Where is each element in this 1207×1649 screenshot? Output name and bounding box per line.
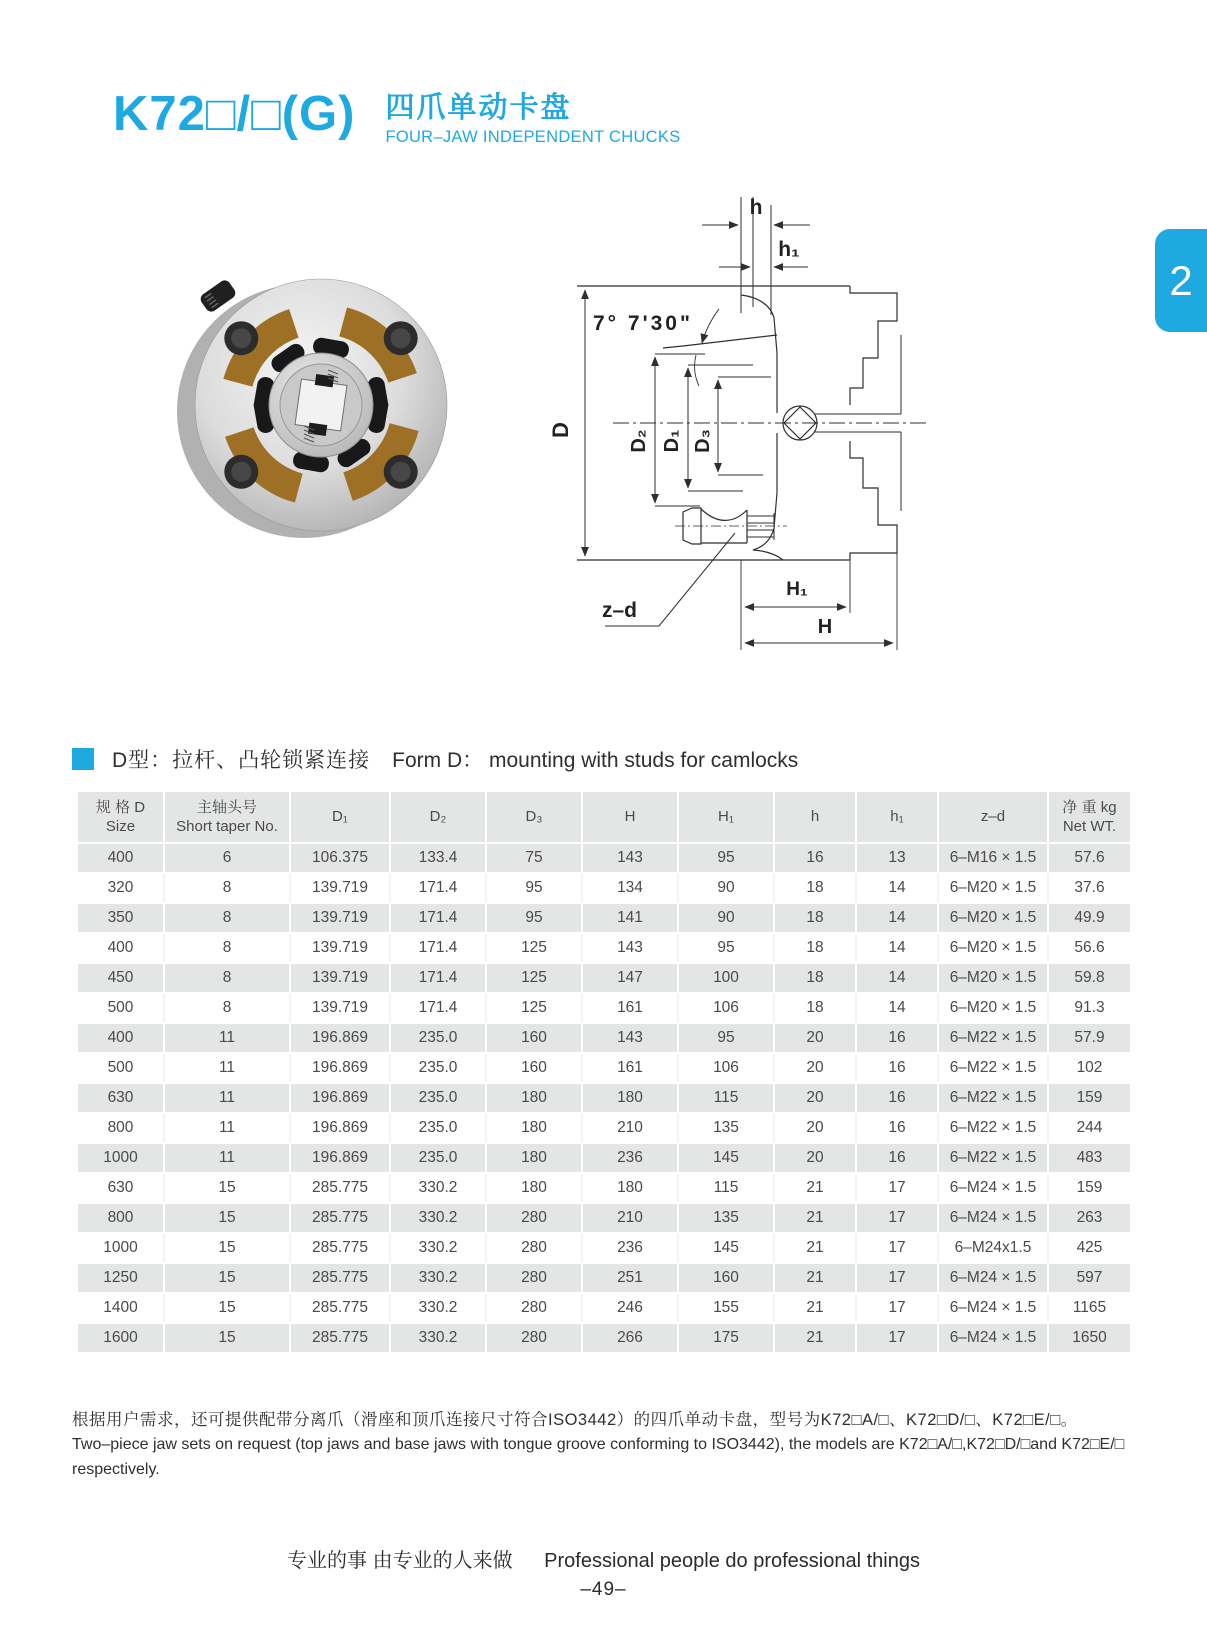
table-cell: 18 bbox=[774, 903, 856, 933]
table-cell: 20 bbox=[774, 1083, 856, 1113]
table-row bbox=[78, 843, 1130, 873]
column-header-line1: H₁ bbox=[718, 808, 734, 826]
column-header-line2: Net WT. bbox=[1062, 818, 1117, 835]
table-cell: 125 bbox=[486, 963, 582, 993]
table-cell: 14 bbox=[856, 993, 938, 1023]
table-cell: 11 bbox=[164, 1143, 290, 1173]
table-cell: 330.2 bbox=[390, 1233, 486, 1263]
table-cell: 21 bbox=[774, 1323, 856, 1353]
table-cell: 20 bbox=[774, 1143, 856, 1173]
table-cell: 133.4 bbox=[390, 843, 486, 873]
table-row bbox=[78, 1173, 1130, 1203]
table-cell: 147 bbox=[582, 963, 678, 993]
table-cell: 8 bbox=[164, 903, 290, 933]
table-row bbox=[78, 963, 1130, 993]
table-cell: 106.375 bbox=[290, 843, 390, 873]
page-number: –49– bbox=[580, 1579, 627, 1600]
table-cell: 18 bbox=[774, 873, 856, 903]
table-cell: 180 bbox=[582, 1173, 678, 1203]
column-header bbox=[290, 792, 390, 843]
table-cell: 16 bbox=[856, 1023, 938, 1053]
table-cell: 180 bbox=[486, 1113, 582, 1143]
dim-label-D2: D₂ bbox=[628, 429, 650, 453]
table-cell: 139.719 bbox=[290, 993, 390, 1023]
table-cell: 597 bbox=[1048, 1263, 1130, 1293]
table-cell: 134 bbox=[582, 873, 678, 903]
table-cell: 21 bbox=[774, 1293, 856, 1323]
dim-label-H: H bbox=[817, 616, 833, 638]
table-cell: 330.2 bbox=[390, 1263, 486, 1293]
table-cell: 100 bbox=[678, 963, 774, 993]
table-cell: 17 bbox=[856, 1263, 938, 1293]
table-cell: 14 bbox=[856, 873, 938, 903]
table-cell: 6–M16 × 1.5 bbox=[938, 843, 1048, 873]
table-cell: 280 bbox=[486, 1203, 582, 1233]
table-cell: 330.2 bbox=[390, 1323, 486, 1353]
table-cell: 1600 bbox=[78, 1323, 164, 1353]
table-cell: 56.6 bbox=[1048, 933, 1130, 963]
table-cell: 21 bbox=[774, 1173, 856, 1203]
table-cell: 180 bbox=[486, 1143, 582, 1173]
table-cell: 800 bbox=[78, 1203, 164, 1233]
table-cell: 235.0 bbox=[390, 1023, 486, 1053]
table-cell: 6–M20 × 1.5 bbox=[938, 963, 1048, 993]
table-cell: 16 bbox=[856, 1053, 938, 1083]
table-cell: 17 bbox=[856, 1173, 938, 1203]
table-cell: 141 bbox=[582, 903, 678, 933]
table-cell: 14 bbox=[856, 933, 938, 963]
table-cell: 125 bbox=[486, 993, 582, 1023]
table-cell: 15 bbox=[164, 1263, 290, 1293]
table-cell: 6–M24x1.5 bbox=[938, 1233, 1048, 1263]
table-cell: 15 bbox=[164, 1293, 290, 1323]
column-header-line1: D₂ bbox=[429, 808, 447, 826]
table-cell: 13 bbox=[856, 843, 938, 873]
table-cell: 630 bbox=[78, 1083, 164, 1113]
table-cell: 1165 bbox=[1048, 1293, 1130, 1323]
table-cell: 18 bbox=[774, 963, 856, 993]
table-cell: 236 bbox=[582, 1233, 678, 1263]
table-cell: 8 bbox=[164, 963, 290, 993]
dim-label-h1: h₁ bbox=[778, 238, 800, 261]
bottom-jaw-profile bbox=[850, 441, 897, 560]
table-cell: 102 bbox=[1048, 1053, 1130, 1083]
table-row bbox=[78, 1113, 1130, 1143]
table-cell: 6–M24 × 1.5 bbox=[938, 1293, 1048, 1323]
table-cell: 90 bbox=[678, 903, 774, 933]
form-d-heading-en: Form D： mounting with studs for camlocks bbox=[392, 749, 799, 772]
table-cell: 251 bbox=[582, 1263, 678, 1293]
table-cell: 1000 bbox=[78, 1233, 164, 1263]
table-cell: 143 bbox=[582, 1023, 678, 1053]
column-header-line1: D₃ bbox=[525, 808, 543, 826]
table-cell: 95 bbox=[678, 933, 774, 963]
table-cell: 320 bbox=[78, 873, 164, 903]
table-cell: 210 bbox=[582, 1203, 678, 1233]
table-cell: 180 bbox=[582, 1083, 678, 1113]
table-cell: 159 bbox=[1048, 1173, 1130, 1203]
form-d-heading bbox=[72, 744, 798, 774]
table-cell: 15 bbox=[164, 1173, 290, 1203]
table-cell: 161 bbox=[582, 993, 678, 1023]
table-cell: 139.719 bbox=[290, 933, 390, 963]
column-header bbox=[678, 792, 774, 843]
table-cell: 16 bbox=[774, 843, 856, 873]
table-cell: 8 bbox=[164, 873, 290, 903]
table-cell: 95 bbox=[486, 873, 582, 903]
table-cell: 17 bbox=[856, 1323, 938, 1353]
table-cell: 196.869 bbox=[290, 1053, 390, 1083]
table-cell: 171.4 bbox=[390, 933, 486, 963]
footer-slogan bbox=[0, 1544, 1207, 1573]
table-cell: 330.2 bbox=[390, 1203, 486, 1233]
note-zh: 根据用户需求，还可提供配带分离爪（滑座和顶爪连接尺寸符合ISO3442）的四爪单动卡盘，型号为K72□A/□、K72□D/□、K72□E/□。 bbox=[72, 1411, 1078, 1429]
table-row bbox=[78, 1263, 1130, 1293]
table-cell: 6–M22 × 1.5 bbox=[938, 1113, 1048, 1143]
table-cell: 235.0 bbox=[390, 1113, 486, 1143]
table-cell: 135 bbox=[678, 1113, 774, 1143]
table-row bbox=[78, 1083, 1130, 1113]
table-row bbox=[78, 1323, 1130, 1353]
table-cell: 6–M22 × 1.5 bbox=[938, 1053, 1048, 1083]
table-cell: 125 bbox=[486, 933, 582, 963]
table-cell: 11 bbox=[164, 1083, 290, 1113]
table-cell: 139.719 bbox=[290, 963, 390, 993]
table-cell: 57.6 bbox=[1048, 843, 1130, 873]
column-header-line2: Short taper No. bbox=[176, 818, 278, 835]
table-row bbox=[78, 1023, 1130, 1053]
note-en: Two–piece jaw sets on request (top jaws and base jaws with tongue groove conforming to ISO3442), the models are K72□A/□,K72□D/□and K72□E/□ respectively. bbox=[72, 1435, 1125, 1478]
table-cell: 171.4 bbox=[390, 963, 486, 993]
table-cell: 139.719 bbox=[290, 873, 390, 903]
product-title-zh: 四爪单动卡盘 bbox=[385, 92, 572, 124]
table-cell: 400 bbox=[78, 933, 164, 963]
table-cell: 6–M22 × 1.5 bbox=[938, 1083, 1048, 1113]
table-row bbox=[78, 993, 1130, 1023]
table-cell: 235.0 bbox=[390, 1083, 486, 1113]
table-cell: 280 bbox=[486, 1323, 582, 1353]
section-bullet-square bbox=[72, 748, 94, 770]
table-cell: 285.775 bbox=[290, 1293, 390, 1323]
table-cell: 57.9 bbox=[1048, 1023, 1130, 1053]
column-header-line1: h bbox=[810, 808, 820, 826]
table-row bbox=[78, 1053, 1130, 1083]
table-cell: 15 bbox=[164, 1233, 290, 1263]
table-cell: 285.775 bbox=[290, 1323, 390, 1353]
cross-section-drawing bbox=[505, 183, 935, 668]
table-cell: 161 bbox=[582, 1053, 678, 1083]
dim-label-H1: H₁ bbox=[786, 579, 808, 600]
table-cell: 500 bbox=[78, 1053, 164, 1083]
column-header-line1: h₁ bbox=[890, 808, 904, 826]
table-cell: 14 bbox=[856, 903, 938, 933]
table-cell: 6–M24 × 1.5 bbox=[938, 1263, 1048, 1293]
chapter-tab: 2 bbox=[1155, 229, 1207, 332]
table-cell: 139.719 bbox=[290, 903, 390, 933]
table-cell: 143 bbox=[582, 843, 678, 873]
model-code: K72□/□(G) bbox=[113, 87, 356, 141]
table-cell: 135 bbox=[678, 1203, 774, 1233]
table-cell: 16 bbox=[856, 1083, 938, 1113]
table-cell: 210 bbox=[582, 1113, 678, 1143]
table-cell: 1650 bbox=[1048, 1323, 1130, 1353]
table-cell: 21 bbox=[774, 1263, 856, 1293]
column-header bbox=[582, 792, 678, 843]
table-cell: 21 bbox=[774, 1203, 856, 1233]
table-cell: 6–M20 × 1.5 bbox=[938, 933, 1048, 963]
column-header-line1: 规 格 D bbox=[95, 798, 146, 816]
table-cell: 90 bbox=[678, 873, 774, 903]
table-cell: 263 bbox=[1048, 1203, 1130, 1233]
table-cell: 1000 bbox=[78, 1143, 164, 1173]
column-header bbox=[78, 792, 164, 843]
table-cell: 15 bbox=[164, 1203, 290, 1233]
table-cell: 20 bbox=[774, 1053, 856, 1083]
table-cell: 285.775 bbox=[290, 1173, 390, 1203]
table-cell: 160 bbox=[678, 1263, 774, 1293]
table-cell: 800 bbox=[78, 1113, 164, 1143]
table-cell: 8 bbox=[164, 933, 290, 963]
table-cell: 285.775 bbox=[290, 1233, 390, 1263]
table-cell: 236 bbox=[582, 1143, 678, 1173]
table-cell: 16 bbox=[856, 1143, 938, 1173]
table-cell: 37.6 bbox=[1048, 873, 1130, 903]
table-cell: 330.2 bbox=[390, 1293, 486, 1323]
table-cell: 115 bbox=[678, 1083, 774, 1113]
table-cell: 196.869 bbox=[290, 1083, 390, 1113]
column-header bbox=[390, 792, 486, 843]
spec-table bbox=[78, 792, 1130, 1354]
table-header-row bbox=[78, 792, 1130, 843]
table-cell: 285.775 bbox=[290, 1203, 390, 1233]
table-row bbox=[78, 1233, 1130, 1263]
column-header bbox=[164, 792, 290, 843]
column-header bbox=[774, 792, 856, 843]
top-jaw-profile bbox=[850, 286, 897, 405]
table-cell: 49.9 bbox=[1048, 903, 1130, 933]
table-cell: 425 bbox=[1048, 1233, 1130, 1263]
dim-label-zd: z–d bbox=[602, 599, 638, 622]
footer bbox=[0, 1544, 1207, 1601]
table-cell: 483 bbox=[1048, 1143, 1130, 1173]
table-cell: 20 bbox=[774, 1023, 856, 1053]
table-cell: 6–M20 × 1.5 bbox=[938, 993, 1048, 1023]
table-row bbox=[78, 873, 1130, 903]
table-cell: 6–M24 × 1.5 bbox=[938, 1323, 1048, 1353]
table-row bbox=[78, 1203, 1130, 1233]
column-header-line1: 净 重 kg bbox=[1062, 798, 1117, 816]
table-cell: 95 bbox=[678, 1023, 774, 1053]
table-cell: 171.4 bbox=[390, 903, 486, 933]
column-header bbox=[938, 792, 1048, 843]
table-cell: 450 bbox=[78, 963, 164, 993]
table-cell: 180 bbox=[486, 1173, 582, 1203]
table-cell: 175 bbox=[678, 1323, 774, 1353]
table-cell: 17 bbox=[856, 1293, 938, 1323]
table-cell: 95 bbox=[486, 903, 582, 933]
table-cell: 11 bbox=[164, 1023, 290, 1053]
dim-label-D1: D₁ bbox=[661, 429, 683, 453]
table-cell: 18 bbox=[774, 993, 856, 1023]
table-cell: 106 bbox=[678, 1053, 774, 1083]
table-cell: 280 bbox=[486, 1233, 582, 1263]
table-cell: 285.775 bbox=[290, 1263, 390, 1293]
table-cell: 6–M22 × 1.5 bbox=[938, 1143, 1048, 1173]
table-cell: 145 bbox=[678, 1233, 774, 1263]
table-cell: 6–M20 × 1.5 bbox=[938, 873, 1048, 903]
table-cell: 196.869 bbox=[290, 1113, 390, 1143]
table-cell: 180 bbox=[486, 1083, 582, 1113]
table-cell: 6–M22 × 1.5 bbox=[938, 1023, 1048, 1053]
table-cell: 171.4 bbox=[390, 993, 486, 1023]
table-cell: 266 bbox=[582, 1323, 678, 1353]
table-cell: 159 bbox=[1048, 1083, 1130, 1113]
table-cell: 95 bbox=[678, 843, 774, 873]
column-header-line1: D₁ bbox=[332, 808, 348, 826]
table-cell: 196.869 bbox=[290, 1143, 390, 1173]
header bbox=[113, 88, 681, 147]
table-cell: 11 bbox=[164, 1113, 290, 1143]
product-title-en: FOUR–JAW INDEPENDENT CHUCKS bbox=[385, 128, 681, 147]
footer-slogan-zh: 专业的事 由专业的人来做 bbox=[287, 1550, 513, 1572]
table-cell: 155 bbox=[678, 1293, 774, 1323]
column-header-line2: Size bbox=[105, 818, 136, 835]
column-header bbox=[1048, 792, 1130, 843]
table-cell: 330.2 bbox=[390, 1173, 486, 1203]
table-cell: 8 bbox=[164, 993, 290, 1023]
dim-label-D3: D₃ bbox=[692, 429, 714, 453]
table-cell: 59.8 bbox=[1048, 963, 1130, 993]
table-cell: 75 bbox=[486, 843, 582, 873]
dim-label-D: D bbox=[548, 422, 573, 438]
table-cell: 196.869 bbox=[290, 1023, 390, 1053]
table-row bbox=[78, 903, 1130, 933]
table-cell: 106 bbox=[678, 993, 774, 1023]
table-cell: 350 bbox=[78, 903, 164, 933]
table-cell: 500 bbox=[78, 993, 164, 1023]
table-cell: 6–M24 × 1.5 bbox=[938, 1203, 1048, 1233]
table-cell: 145 bbox=[678, 1143, 774, 1173]
table-cell: 400 bbox=[78, 1023, 164, 1053]
column-header-line1: 主轴头号 bbox=[196, 798, 257, 816]
table-cell: 16 bbox=[856, 1113, 938, 1143]
table-cell: 160 bbox=[486, 1053, 582, 1083]
table-row bbox=[78, 933, 1130, 963]
footer-slogan-en: Professional people do professional things bbox=[544, 1550, 920, 1572]
table-cell: 171.4 bbox=[390, 873, 486, 903]
table-row bbox=[78, 1293, 1130, 1323]
table-cell: 15 bbox=[164, 1323, 290, 1353]
table-cell: 280 bbox=[486, 1263, 582, 1293]
table-cell: 244 bbox=[1048, 1113, 1130, 1143]
table-cell: 235.0 bbox=[390, 1053, 486, 1083]
notes bbox=[72, 1408, 1162, 1482]
table-cell: 17 bbox=[856, 1203, 938, 1233]
table-cell: 143 bbox=[582, 933, 678, 963]
dim-label-h: h bbox=[749, 196, 763, 219]
table-cell: 630 bbox=[78, 1173, 164, 1203]
product-title bbox=[385, 88, 680, 147]
table-cell: 1400 bbox=[78, 1293, 164, 1323]
table-cell: 6–M20 × 1.5 bbox=[938, 903, 1048, 933]
table-cell: 20 bbox=[774, 1113, 856, 1143]
table-cell: 6 bbox=[164, 843, 290, 873]
column-header bbox=[486, 792, 582, 843]
table-row bbox=[78, 1143, 1130, 1173]
table-cell: 21 bbox=[774, 1233, 856, 1263]
table-cell: 400 bbox=[78, 843, 164, 873]
table-cell: 115 bbox=[678, 1173, 774, 1203]
table-cell: 246 bbox=[582, 1293, 678, 1323]
table-cell: 6–M24 × 1.5 bbox=[938, 1173, 1048, 1203]
spec-table-wrap bbox=[78, 792, 1130, 1354]
column-header-line1: z–d bbox=[980, 808, 1006, 826]
table-cell: 235.0 bbox=[390, 1143, 486, 1173]
table-cell: 17 bbox=[856, 1233, 938, 1263]
table-cell: 14 bbox=[856, 963, 938, 993]
column-header bbox=[856, 792, 938, 843]
table-cell: 160 bbox=[486, 1023, 582, 1053]
column-header-line1: H bbox=[624, 808, 636, 826]
table-cell: 18 bbox=[774, 933, 856, 963]
chuck-photo bbox=[158, 258, 468, 558]
table-cell: 11 bbox=[164, 1053, 290, 1083]
angle-label: 7° 7'30" bbox=[593, 312, 693, 335]
form-d-heading-zh: D型：拉杆、凸轮锁紧连接 bbox=[112, 749, 371, 772]
table-cell: 280 bbox=[486, 1293, 582, 1323]
table-cell: 91.3 bbox=[1048, 993, 1130, 1023]
table-cell: 1250 bbox=[78, 1263, 164, 1293]
